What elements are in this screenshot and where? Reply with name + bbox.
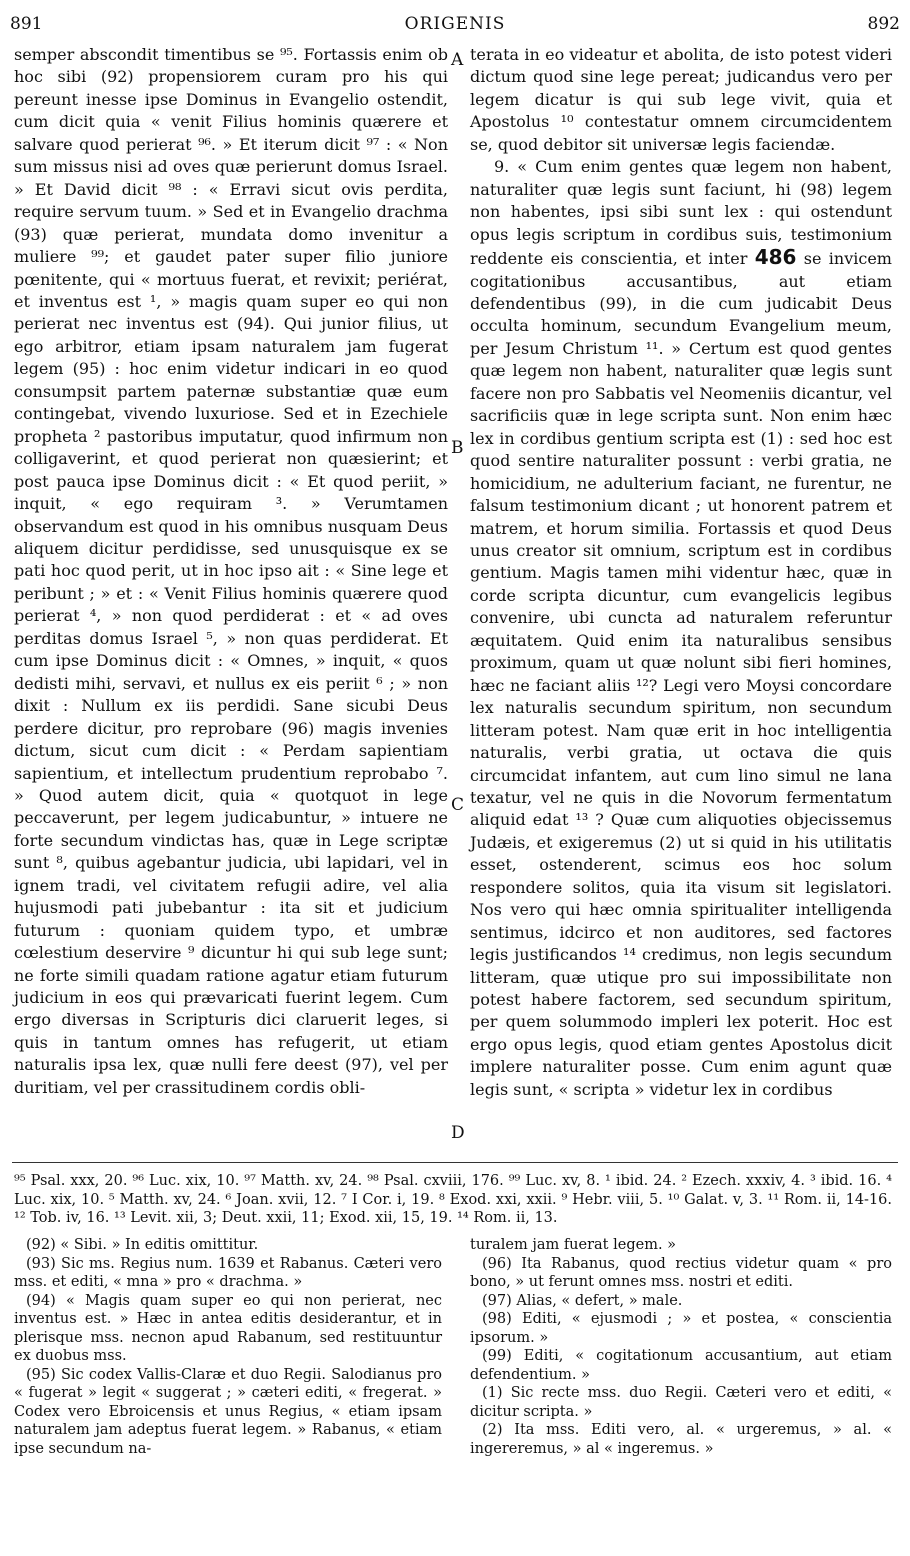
note-1: (1) Sic recte mss. duo Regii. Cæteri vero et editi, « dicitur scripta. » <box>470 1385 892 1420</box>
margin-marker-c: C <box>451 795 465 815</box>
column-number-486: 486 <box>754 245 797 270</box>
note-95: (95) Sic codex Vallis-Claræ et duo Regii. Salodianus pro « fugerat » legit « suggerat ; » cæteri editi, « fregerat. » Codex vero Ebroicensis et unus Regius, « etiam ipsam naturalem jam adeptus fuerat legem. » Rabanus, « etiam ipse secundum na- <box>14 1366 442 1457</box>
right-paragraph-1: terata in eo videatur et abolita, de isto potest videri dictum quod sine lege pereat; judicandus vero per legem dicatur is qui sub lege vivit, quia et Apostolus ¹⁰ contestatur omnem circumcidentem se, quod debitor sit universæ legis faciendæ. <box>470 45 892 154</box>
margin-marker-b: B <box>451 438 464 458</box>
right-paragraph-2-continuation: se invicem cogitationibus accusantibus, aut etiam defendentibus (99), in die cum judicabit Deus occulta hominum, secundum Evangelium meum, per Jesum Christum ¹¹. » Certum est quod gentes quæ legem non habent, naturaliter quæ legis sunt facere non pro Sabbatis vel Neomeniis dicantur, vel sacrificiis quæ in lege scripta sunt. Non enim hæc lex in cordibus gentium scripta est (1) : sed hoc est quod sentire naturaliter possunt : verbi gratia, ne homicidium, ne adulterium faciant, ne furentur, ne falsum testimonium dicant ; ut honorent patrem et matrem, et horum similia. Fortassis et quod Deus unus creator sit omnium, scriptum est in cordibus gentium. Magis tamen mihi videntur hæc, quæ in corde scripta dicuntur, cum evangelicis legibus convenire, ubi cuncta ad naturalem referuntur æquitatem. Quid enim ita naturalibus sensibus proximum, quam ut quæ nolunt sibi fieri homines, hæc ne faciant aliis ¹²? Legi vero Moysi concordare lex naturalis secundum spiritum, non secundum litteram potest. Nam quæ erit in hoc intelligentia naturalis, verbi gratia, ut octava die quis circumcidat infantem, aut cum lino simul ne lana texatur, vel ne quis in die Novorum fermentatum aliquid edat ¹³ ? Quæ cum aliquoties objecissemus Judæis, et exigeremus (2) ut si quid in his utilitatis esset, ostenderent, scimus eos hoc solum respondere solitos, quia ita visum sit legislatori. Nos vero qui hæc omnia spiritualiter intelligenda sentimus, idcirco et non auditores, sed factores legis justificandos ¹⁴ credimus, non legis secundum litteram, quæ utique pro sui impossibilitate non potest habere factorem, sed secundum spiritum, per quem solummodo impleri lex poterit. Hoc est ergo opus legis, quod etiam gentes Apostolus dicit implere naturaliter posse. Cum enim agunt quæ legis sunt, « scripta » videtur lex in cordibus <box>470 249 892 1099</box>
editorial-notes-right <box>470 1236 892 1458</box>
note-2: (2) Ita mss. Editi vero, al. « urgeremus, » al. « ingereremus, » al « ingeremus. » <box>470 1422 892 1457</box>
margin-marker-a: A <box>451 50 464 70</box>
note-96: (96) Ita Rabanus, quod rectius videtur quam « pro bono, » ut ferunt omnes mss. nostri et editi. <box>470 1255 892 1290</box>
right-text-column <box>470 44 892 1101</box>
running-title: ORIGENIS <box>404 14 506 34</box>
scripture-footnotes <box>14 1172 892 1228</box>
left-text-column <box>14 44 448 1099</box>
right-paragraph-2-text: 9. « Cum enim gentes quæ legem non habent, naturaliter quæ legis sunt faciunt, hi (98) legem non habentes, ipsi sibi sunt lex : qui ostendunt opus legis scriptum in cordibus suis, testimonium reddente eis conscientia, et inter <box>470 157 892 269</box>
editorial-notes-left <box>14 1236 442 1458</box>
page-number-right: 892 <box>867 14 900 34</box>
note-93: (93) Sic ms. Regius num. 1639 et Rabanus. Cæteri vero mss. et editi, « mna » pro « drachma. » <box>14 1255 442 1290</box>
note-94: (94) « Magis quam super eo qui non perierat, nec inventus est. » Hæc in antea editis desiderantur, et in plerisque mss. necnon apud Rabanum, sed restituuntur ex duobus mss. <box>14 1292 442 1364</box>
footnote-divider <box>12 1162 898 1163</box>
note-95-continued: turalem jam fuerat legem. » <box>470 1237 677 1253</box>
left-paragraph-1: semper abscondit timentibus se ⁹⁵. Fortassis enim ob hoc sibi (92) propensiorem curam pro his qui pereunt inesse ipse Dominus in Evangelio ostendit, cum dicit quia « venit Filius hominis quærere et salvare quod perierat ⁹⁶. » Et iterum dicit ⁹⁷ : « Non sum missus nisi ad oves quæ perierunt domus Israel. » Et David dicit ⁹⁸ : « Erravi sicut ovis perdita, require servum tuum. » Sed et in Evangelio drachma (93) quæ perierat, mundata domo invenitur a muliere ⁹⁹; et gaudet pater super filio juniore pœnitente, qui « mortuus fuerat, et revixit; periérat, et inventus est ¹, » magis quam super eo qui non perierat nec inventus est (94). Qui junior filius, ut ego arbitror, etiam ipsam naturalem jam fugerat legem (95) : hoc enim videtur indicari in eo quod consumpsit partem paternæ substantiæ quæ eum contingebat, vivendo luxuriose. Sed et in Ezechiele propheta ² pastoribus imputatur, quod infirmum non colligaverint, et quod perierat non quæsierint; et post pauca ipse Dominus dicit : « Et quod periit, » inquit, « ego requiram ³. » Verumtamen observandum est quod in his omnibus nusquam Deus aliquem dicitur perdidisse, sed unusquisque ex se pati hoc quod perit, ut in hoc ipso ait : « Sine lege et peribunt ; » et : « Venit Filius hominis quærere quod perierat ⁴, » non quod perdiderat : et « ad oves perditas domus Israel ⁵, » non quas perdiderat. Et cum ipse Dominus dicit : « Omnes, » inquit, « quos dedisti mihi, servavi, et nullus ex eis periit ⁶ ; » non dixit : Nullum ex iis perdidi. Sane sicubi Deus perdere dicitur, pro reprobare (96) magis invenies dictum, sicut cum dicit : « Perdam sapientiam sapientium, et intellectum prudentium reprobabo ⁷. » Quod autem dicit, quia « quotquot in lege peccaverunt, per legem judicabuntur, » intuere ne forte secundum vindictas has, quæ in Lege scriptæ sunt ⁸, quibus agebantur judicia, ubi lapidari, vel in ignem tradi, vel civitatem refugii adire, vel alia hujusmodi pati jubebantur : ita sit et judicium futurum : quoniam quidem typo, et umbræ cœlestium deservire ⁹ dicuntur hi qui sub lege sunt; ne forte simili quadam ratione agatur etiam futurum judicium in eos qui prævaricati fuerint legem. Cum ergo diversas in Scripturis dici claruerit leges, si quis in tantum omnes has refugerit, ut etiam naturalis ipsa lex, quæ nulli fere deest (97), vel per duritiam, vel per crassitudinem cordis obli- <box>14 45 448 1097</box>
note-99: (99) Editi, « cogitationum accusantium, aut etiam defendentium. » <box>470 1348 892 1383</box>
margin-marker-d: D <box>451 1123 465 1143</box>
note-98: (98) Editi, « ejusmodi ; » et postea, « conscientia ipsorum. » <box>470 1311 892 1346</box>
footnote-references: ⁹⁵ Psal. xxx, 20. ⁹⁶ Luc. xix, 10. ⁹⁷ Matth. xv, 24. ⁹⁸ Psal. cxviii, 176. ⁹⁹ Luc. xv, 8. ¹ ibid. 24. ² Ezech. xxxiv, 4. ³ ibid. 16. ⁴ Luc. xix, 10. ⁵ Matth. xv, 24. ⁶ Joan. xvii, 12. ⁷ I Cor. i, 19. ⁸ Exod. xxi, xxii. ⁹ Hebr. viii, 5. ¹⁰ Galat. v, 3. ¹¹ Rom. ii, 14-16. ¹² Tob. iv, 16. ¹³ Levit. xii, 3; Deut. xxii, 11; Exod. xii, 15, 19. ¹⁴ Rom. ii, 13. <box>14 1173 892 1226</box>
note-92: (92) « Sibi. » In editis omittitur. <box>26 1237 259 1253</box>
right-paragraph-2 <box>470 156 892 1101</box>
page-number-left: 891 <box>10 14 43 34</box>
note-97: (97) Alias, « defert, » male. <box>482 1292 683 1309</box>
